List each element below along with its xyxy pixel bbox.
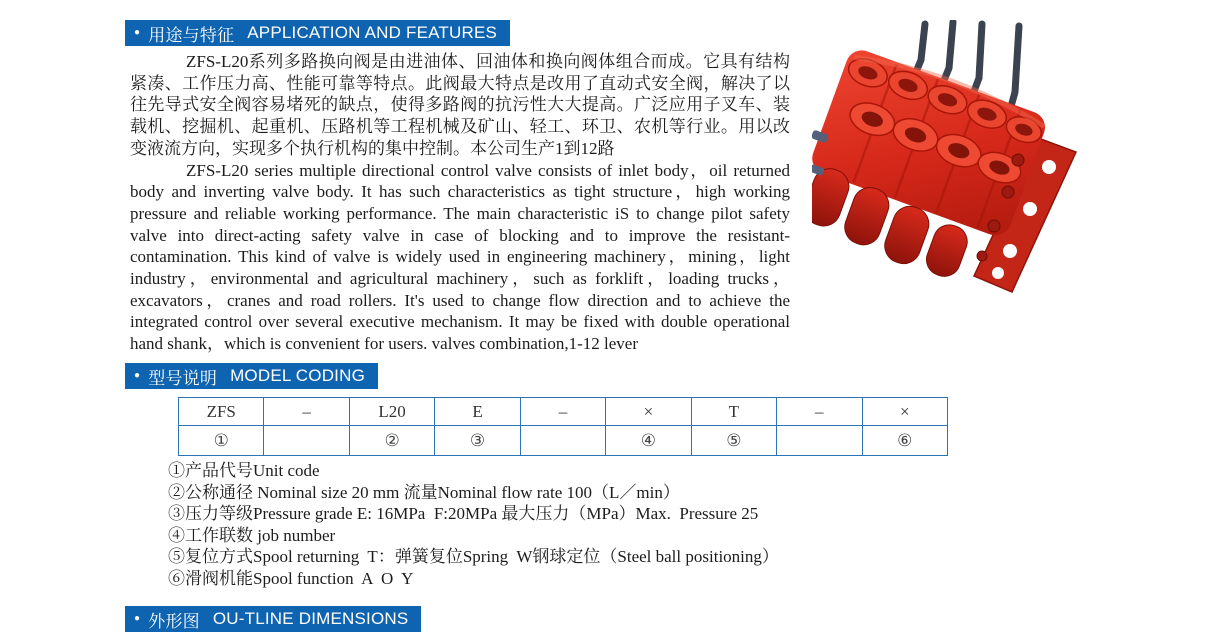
section-title-zh: 外形图 — [148, 611, 200, 631]
section-title-zh: 用途与特征 — [148, 25, 235, 45]
note-line: ⑤复位方式Spool returning T：弹簧复位Spring W钢球定位（Steel ball positioning） — [168, 547, 779, 567]
model-code-cell: – — [264, 398, 349, 426]
section-header-features — [125, 20, 510, 46]
bullet-icon: ● — [134, 613, 141, 624]
model-code-cell: ZFS — [179, 398, 264, 426]
model-index-cell — [777, 426, 862, 456]
section-title-en: MODEL CODING — [230, 366, 366, 385]
note-line: ③压力等级Pressure grade E: 16MPa F:20MPa 最大压力（MPa）Max. Pressure 25 — [168, 504, 759, 524]
model-index-cell: ② — [349, 426, 434, 456]
bullet-icon: ● — [134, 370, 141, 381]
note-line: ④工作联数 job number — [168, 525, 336, 545]
valve-product-photo — [812, 20, 1102, 298]
model-index-cell — [264, 426, 349, 456]
section-header-outline-dimensions — [125, 606, 421, 632]
model-code-cell: L20 — [349, 398, 434, 426]
table-row — [179, 426, 948, 456]
section-title-zh: 型号说明 — [148, 368, 218, 388]
model-index-cell — [520, 426, 605, 456]
note-line: ⑥滑阀机能Spool function A O Y — [168, 568, 414, 588]
section-header-model-coding — [125, 363, 378, 389]
intro-paragraph-en: ZFS-L20 series multiple directional control valve consists of inlet body，oil returned body and inverting valve body. It has such characteristics as tight structure，high working pressure and reliable working performance. The main characteristic iS to change pilot safety valve into direct-acting safety valve in case of blocking and to improve the resistant-contamination. This kind of valve is widely used in engineering machinery，mining，light industry，environmental and agricultural machinery，such as forklift，loading trucks，excavators，cranes and road rollers. It's used to change flow direction and to achieve the integrated control over several executive mechanism. It may be fixed with double operational hand shank，which is convenient for users. valves combination,1-12 lever — [130, 160, 790, 354]
model-code-cell: E — [435, 398, 520, 426]
model-code-cell: × — [606, 398, 691, 426]
model-index-cell: ① — [179, 426, 264, 456]
model-index-cell: ⑥ — [862, 426, 948, 456]
model-coding-table — [178, 397, 948, 456]
intro-paragraph-zh: ZFS-L20系列多路换向阀是由进油体、回油体和换向阀体组合而成。它具有结构紧凑、工作压力高、性能可靠等特点。此阀最大特点是改用了直动式安全阀，解决了以往先导式安全阀容易堵死的缺点，使得多路阀的抗污性大大提高。广泛应用子叉车、装载机、挖掘机、起重机、压路机等工程机械及矿山、轻工、环卫、农机等行业。用以改变液流方向，实现多个执行机构的集中控制。本公司生产1到12路 — [130, 52, 790, 158]
table-row — [179, 398, 948, 426]
section-title-en: OU-TLINE DIMENSIONS — [212, 609, 409, 628]
model-index-cell: ③ — [435, 426, 520, 456]
model-code-cell: × — [862, 398, 948, 426]
section-title-en: APPLICATION AND FEATURES — [247, 23, 498, 42]
note-line: ②公称通径 Nominal size 20 mm 流量Nominal flow rate 100（L／min） — [168, 482, 680, 502]
model-coding-notes — [168, 460, 779, 590]
model-code-cell: – — [520, 398, 605, 426]
model-index-cell: ④ — [606, 426, 691, 456]
model-code-cell: – — [777, 398, 862, 426]
note-line: ①产品代号Unit code — [168, 461, 320, 480]
bullet-icon: ● — [134, 27, 141, 38]
model-code-cell: T — [691, 398, 776, 426]
model-index-cell: ⑤ — [691, 426, 776, 456]
